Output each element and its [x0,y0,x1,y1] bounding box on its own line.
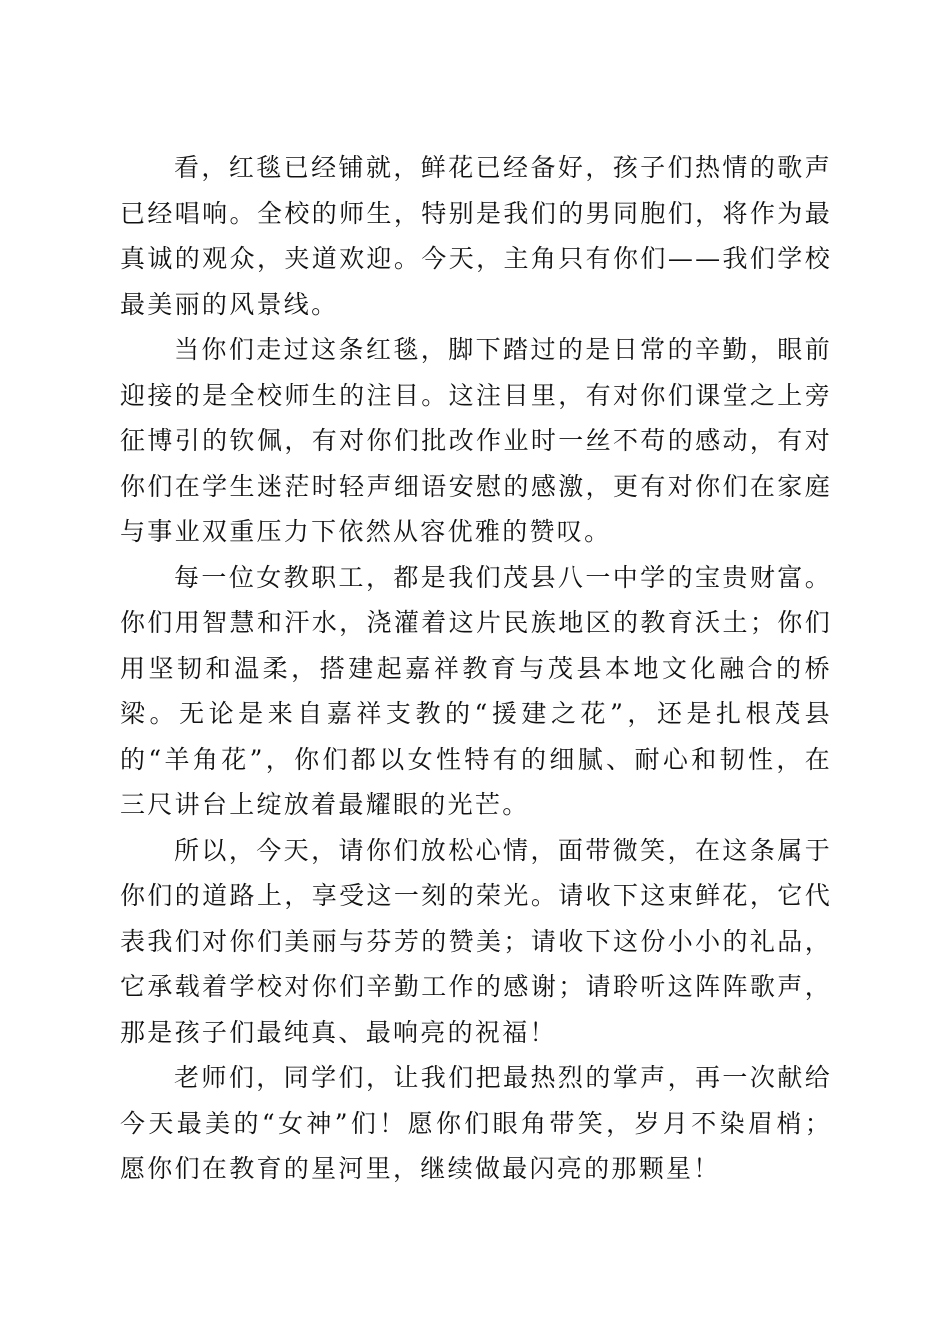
paragraph-5: 老师们，同学们，让我们把最热烈的掌声，再一次献给今天最美的“女神”们！愿你们眼角带笑，岁月不染眉梢；愿你们在教育的星河里，继续做最闪亮的那颗星！ [120,1063,832,1183]
paragraph-4: 所以，今天，请你们放松心情，面带微笑，在这条属于你们的道路上，享受这一刻的荣光。请收下这束鲜花，它代表我们对你们美丽与芬芳的赞美；请收下这份小小的礼品，它承载着学校对你们辛勤工作的感谢；请聆听这阵阵歌声，那是孩子们最纯真、最响亮的祝福！ [120,835,832,1047]
document-body [120,145,832,1192]
paragraph-1: 看，红毯已经铺就，鲜花已经备好，孩子们热情的歌声已经唱响。全校的师生，特别是我们的男同胞们，将作为最真诚的观众，夹道欢迎。今天，主角只有你们——我们学校最美丽的风景线。 [120,153,832,319]
paragraph-3: 每一位女教职工，都是我们茂县八一中学的宝贵财富。你们用智慧和汗水，浇灌着这片民族地区的教育沃土；你们用坚韧和温柔，搭建起嘉祥教育与茂县本地文化融合的桥梁。无论是来自嘉祥支教的“援建之花”，还是扎根茂县的“羊角花”，你们都以女性特有的细腻、耐心和韧性，在三尺讲台上绽放着最耀眼的光芒。 [120,562,832,819]
paragraph-2: 当你们走过这条红毯，脚下踏过的是日常的辛勤，眼前迎接的是全校师生的注目。这注目里，有对你们课堂之上旁征博引的钦佩，有对你们批改作业时一丝不苟的感动，有对你们在学生迷茫时轻声细语安慰的感激，更有对你们在家庭与事业双重压力下依然从容优雅的赞叹。 [120,335,832,546]
